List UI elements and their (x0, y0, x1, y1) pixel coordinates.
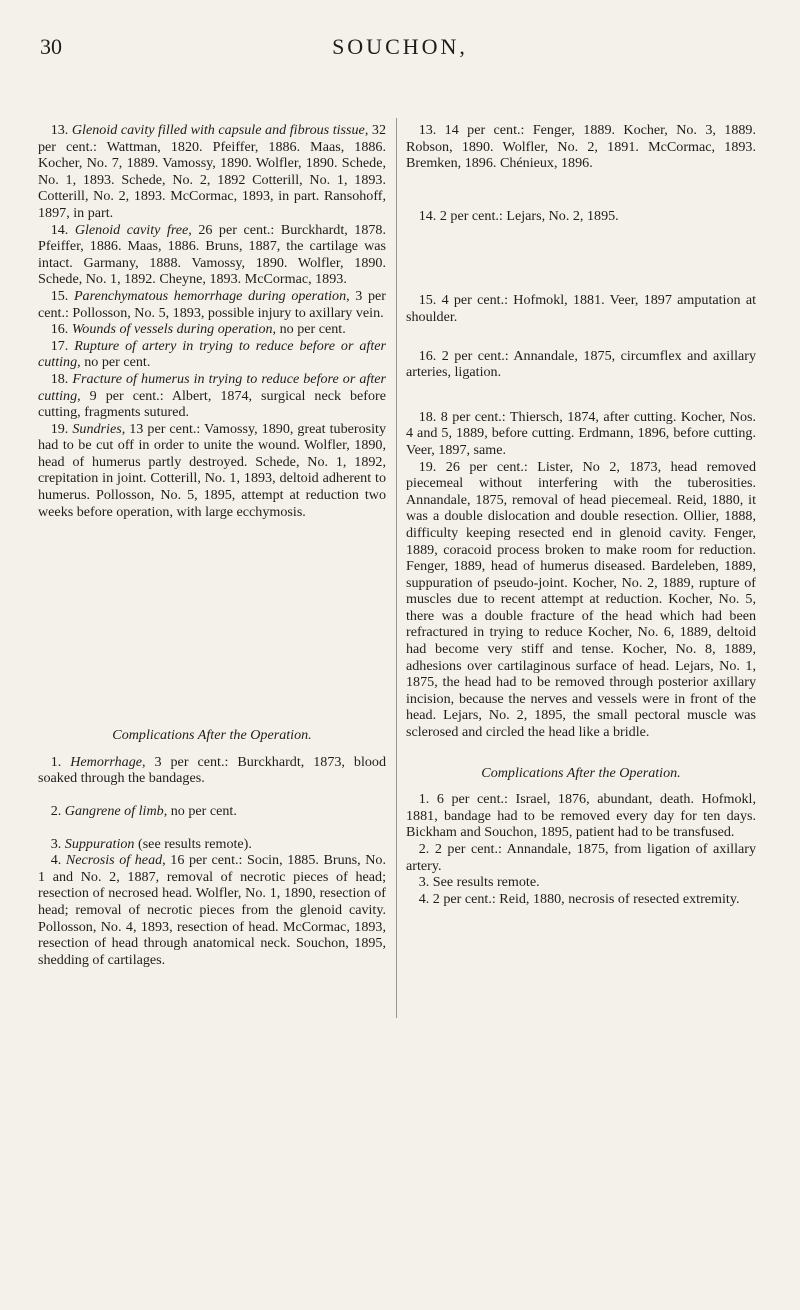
item-18: 18. Fracture of humerus in trying to reduce before or after cutting, 9 per cent.: Albert, 1874, surgical neck before cutting, fragments sutured. (38, 370, 387, 421)
right-item-14: 14. 2 per cent.: Lejars, No. 2, 1895. (418, 207, 619, 224)
right-comp-2: 2. 2 per cent.: Annandale, 1875, from ligation of axillary artery. (406, 841, 756, 874)
page-header (0, 34, 800, 64)
item-19: 19. Sundries, 13 per cent.: Vamossy, 1890, great tuberosity had to be cut off in order to unite the wound. Wolfler, 1890, head of humerus partly destroyed. Schede, No. 1, 1892, crepitation in joint. Cotterill, No. 1, 1893, deltoid adherent to humerus. Pollosson, No. 5, 1895, attempt at reduction two weeks before operation, with large ecchymosis. (38, 420, 387, 520)
right-item-19: 19. 26 per cent.: Lister, No 2, 1873, head removed piecemeal without interfering with the tuberosities. Annandale, 1875, removal of head piecemeal. Reid, 1880, it was a double dislocation and double resection. Ollier, 1888, difficulty keeping resected end in glenoid cavity. Fenger, 1889, coracoid process broken to make room for reduction. Fenger, 1889, head of humerus diseased. Bardeleben, 1889, suppuration of pseudo-joint. Kocher, No. 2, 1889, rupture of muscles due to recent attempt at reduction. Kocher, No. 5, there was a double fracture of the head which had been refractured in trying to reduce Kocher, No. 6, 1889, deltoid had become very stiff and tense. Kocher, No. 8, 1889, adhesions over cartilaginous surface of head. Lejars, No. 1, 1875, the head had to be removed through posterior axillary incision, because the nerves and vessels were in front of the head. Lejars, No. 2, 1895, the small pectoral muscle was sclerosed and circled the head like a bridle. (406, 458, 756, 741)
right-comp-4: 4. 2 per cent.: Reid, 1880, necrosis of resected extremity. (418, 890, 740, 907)
comp-4: 4. Necrosis of head, 16 per cent.: Socin, 1885. Bruns, No. 1 and No. 2, 1887, removal of necrotic pieces of head; resection of necrosed head. Wolfler, No. 1, 1890, resection of head; removal of necrotic pieces from the glenoid cavity. Pollosson, No. 4, 1893, resection of head. McCormac, 1893, resection of head through anatomical neck. Souchon, 1895, shedding of cartilages. (38, 852, 387, 968)
running-title: SOUCHON, (332, 34, 468, 59)
complications-heading: Complications After the Operation. (112, 727, 312, 744)
right-item-13: 13. 14 per cent.: Fenger, 1889. Kocher, No. 3, 1889. Robson, 1890. Wolfler, No. 2, 1891. McCormac, 1893. Bremken, 1896. Chénieux, 1896. (406, 122, 756, 172)
item-13: 13. Glenoid cavity filled with capsule and fibrous tissue, 32 per cent.: Wattman, 1820. Pfeiffer, 1886. Maas, 1886. Kocher, No. 7, 1889. Vamossy, 1890. Wolfler, 1890. Schede, No. 1, 1893. Schede, No. 2, 1892 Cotterill, No. 1, 1893. Cotterill, No. 2, 1893. McCormac, 1893, in part. Ransohoff, 1897, in part. (38, 122, 387, 221)
right-complications-heading: Complications After the Operation. (481, 764, 681, 781)
right-comp-1: 1. 6 per cent.: Israel, 1876, abundant, death. Hofmokl, 1881, bandage had to be removed every day for ten days. Bickham and Souchon, 1895, patient had to be transfused. (406, 791, 756, 841)
page-number: 30 (40, 34, 62, 59)
comp-3: 3. Suppuration (see results remote). (50, 835, 252, 852)
right-item-18: 18. 8 per cent.: Thiersch, 1874, after cutting. Kocher, Nos. 4 and 5, 1889, before cutting. Erdmann, 1896, before cutting. Veer, 1897, same. (406, 408, 756, 458)
right-comp-3: 3. See results remote. (418, 874, 540, 891)
item-14: 14. Glenoid cavity free, 26 per cent.: Burckhardt, 1878. Pfeiffer, 1886. Maas, 1886. Bruns, 1887, the cartilage was intact. Garmany, 1888. Vamossy, 1890. Wolfler, 1890. Schede, No. 1, 1892. Cheyne, 1893. McCormac, 1893. (38, 221, 387, 288)
column-divider (396, 118, 397, 1018)
right-item-16: 16. 2 per cent.: Annandale, 1875, circumflex and axillary arteries, ligation. (406, 347, 756, 381)
right-column (406, 122, 756, 907)
left-column (38, 122, 386, 968)
right-item-15: 15. 4 per cent.: Hofmokl, 1881. Veer, 1897 amputation at shoulder. (406, 292, 756, 325)
item-17: 17. Rupture of artery in trying to reduce before or after cutting, no per cent. (38, 337, 387, 371)
comp-1: 1. Hemorrhage, 3 per cent.: Burckhardt, 1873, blood soaked through the bandages. (38, 753, 387, 787)
item-15: 15. Parenchymatous hemorrhage during operation, 3 per cent.: Pollosson, No. 5, 1893, possible injury to axillary vein. (38, 287, 386, 321)
comp-2: 2. Gangrene of limb, no per cent. (50, 803, 237, 820)
item-16: 16. Wounds of vessels during operation, no per cent. (50, 321, 346, 338)
